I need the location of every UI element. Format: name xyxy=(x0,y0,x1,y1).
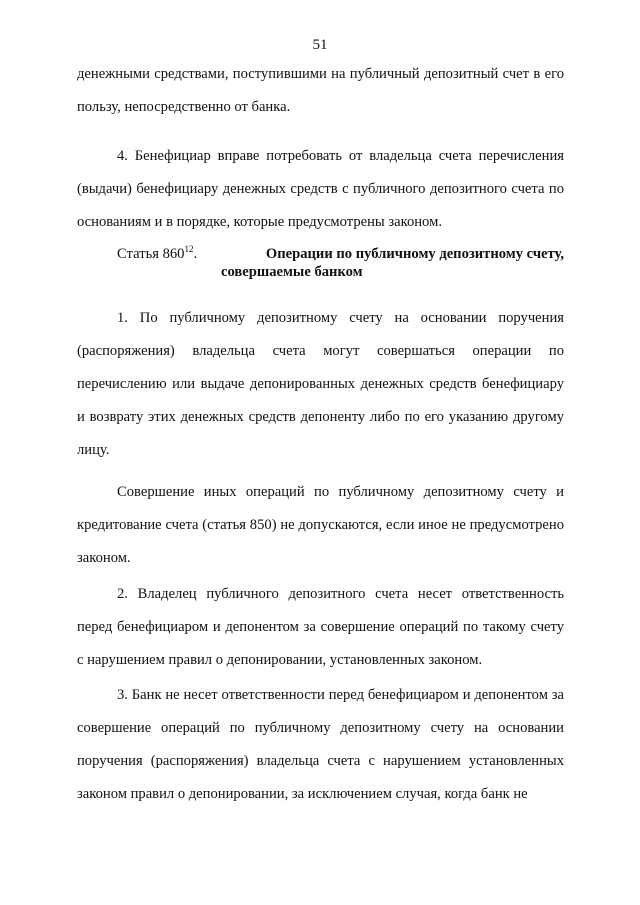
paragraph-item-1: 1. По публичному депозитному счету на основании поручения (распоряжения) владельца счета могут совершаться операции по перечислению или выдаче депонированных денежных средств бенефициару и возврату этих денежных средств депоненту либо по его указанию другому лицу. xyxy=(77,310,564,458)
article-title-line2: совершаемые банком xyxy=(221,264,363,280)
article-heading xyxy=(117,245,564,281)
page-number: 51 xyxy=(312,37,328,53)
paragraph-item-3: 3. Банк не несет ответственности перед бенефициаром и депонентом за совершение операций по публичному депозитному счету на основании поручения (распоряжения) владельца счета с нарушением установленных законом правил о депонировании, за исключением случая, когда банк не xyxy=(77,687,564,802)
article-title-line1: Операции по публичному депозитному счету, xyxy=(265,246,564,262)
paragraph-item-2: 2. Владелец публичного депозитного счета несет ответственность перед бенефициаром и депонентом за совершение операций по такому счету с нарушением правил о депонировании, установленных законом. xyxy=(77,586,564,668)
paragraph-continuation: денежными средствами, поступившими на публичный депозитный счет в его пользу, непосредственно от банка. xyxy=(77,66,564,115)
paragraph-item-4: 4. Бенефициар вправе потребовать от владельца счета перечисления (выдачи) бенефициару денежных средств с публичного депозитного счета по основаниям и в порядке, которые предусмотрены законом. xyxy=(77,148,564,230)
article-number: Статья $860^{12}$. xyxy=(117,244,198,262)
paragraph-other-operations: Совершение иных операций по публичному депозитному счету и кредитование счета (статья 850) не допускаются, если иное не предусмотрено законом. xyxy=(77,484,564,566)
